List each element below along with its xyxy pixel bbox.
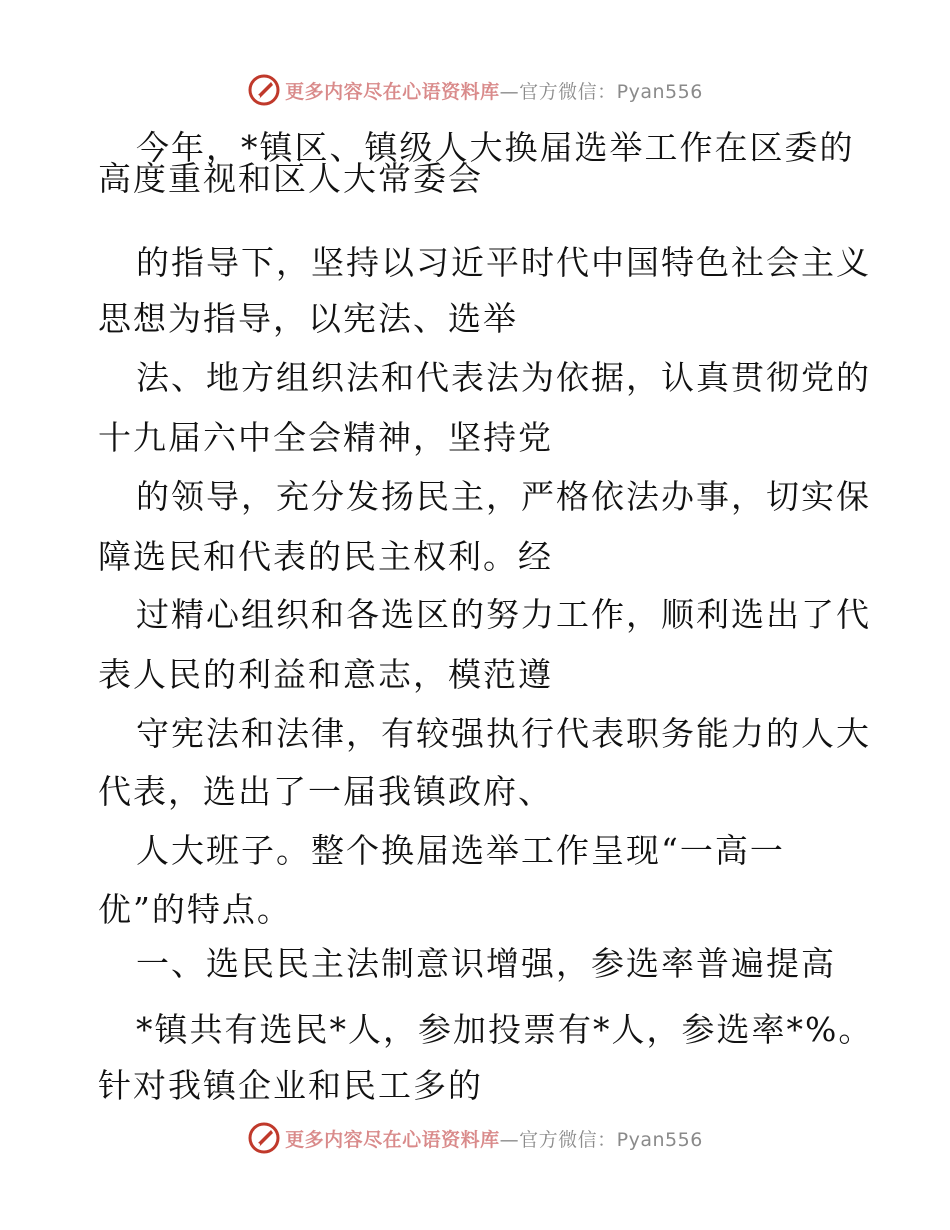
text-line: 法、地方组织法和代表法为依据，认真贯彻党的: [136, 358, 871, 397]
text-line: 的指导下，坚持以习近平时代中国特色社会主义: [136, 243, 871, 282]
text-line: 障选民和代表的民主权利。经: [98, 537, 553, 576]
section-heading: 一、选民民主法制意识增强，参选率普遍提高: [136, 944, 836, 983]
watermark-site: 更多内容尽在心语资料库: [285, 1128, 500, 1151]
text-line: 守宪法和法律，有较强执行代表职务能力的人大: [136, 714, 871, 753]
text-line: 今年，*镇区、镇级人大换届选举工作在区委的: [136, 128, 855, 167]
quill-logo-icon: [247, 73, 281, 107]
text-line: 表人民的利益和意志，模范遵: [98, 655, 553, 694]
text-line: 高度重视和区人大常委会: [98, 159, 483, 198]
watermark-site: 更多内容尽在心语资料库: [285, 80, 500, 103]
footer-watermark: [0, 1118, 950, 1158]
watermark-separator: —: [499, 1128, 520, 1151]
watermark-text: [285, 1125, 703, 1152]
text-line: 代表，选出了一届我镇政府、: [98, 772, 553, 811]
text-line: 思想为指导，以宪法、选举: [98, 299, 518, 338]
text-line: 针对我镇企业和民工多的: [98, 1066, 483, 1105]
text-line: 十九届六中全会精神，坚持党: [98, 418, 553, 457]
quill-logo-icon: [247, 1121, 281, 1155]
text-line: *镇共有选民*人，参加投票有*人，参选率*%。: [136, 1010, 874, 1049]
watermark-separator: —: [499, 80, 520, 103]
header-watermark: [0, 70, 950, 110]
watermark-text: [285, 77, 703, 104]
text-line: 优”的特点。: [98, 890, 292, 929]
text-line: 的领导，充分发扬民主，严格依法办事，切实保: [136, 477, 871, 516]
watermark-wechat: 官方微信：Pyan556: [519, 80, 703, 103]
watermark-wechat: 官方微信：Pyan556: [519, 1128, 703, 1151]
text-line: 人大班子。整个换届选举工作呈现“一高一: [136, 831, 785, 870]
text-line: 过精心组织和各选区的努力工作，顺利选出了代: [136, 595, 871, 634]
